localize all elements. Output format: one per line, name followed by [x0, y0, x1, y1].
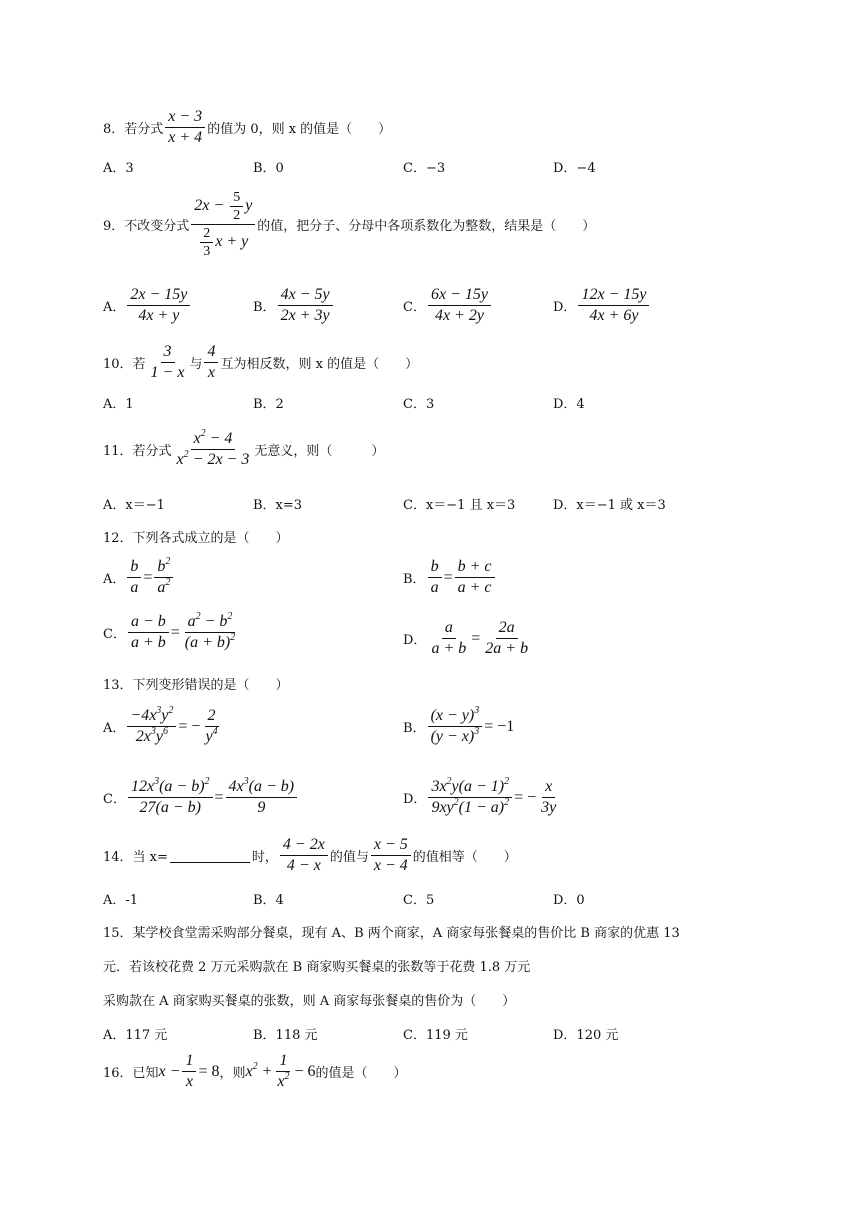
q10-fraction-2: $\frac{4}{x}$: [204, 343, 218, 382]
q9-option-c: C． $\frac{6x - 15y}{4x + 2y}$: [403, 286, 493, 325]
q10-stem: 10．若 $\frac{3}{1 - x}$ 与 $\frac{4}{x}$ 互为相反数，则 x 的值是（ ）: [103, 343, 419, 381]
q15-option-c: C．119 元: [403, 1028, 468, 1043]
q9-prefix: 9．不改变分式: [103, 219, 190, 234]
q8-option-d: D．−4: [553, 161, 596, 176]
q11-option-c: C．x＝−1 且 x＝3: [403, 498, 516, 513]
q12-stem: 12．下列各式成立的是（ ）: [103, 531, 289, 546]
q13-option-c: C． $\frac{12x^3(a - b)^2}{27(a - b)}$ = $\frac{4x^3(a - b)}{9}$: [103, 778, 299, 817]
q15-line-1: 15．某学校食堂需采购部分餐桌，现有 A、B 两个商家，A 商家每张餐桌的售价比 B 商家的优惠 13: [103, 926, 680, 941]
q10-fraction-1: $\frac{3}{1 - x}$: [150, 343, 185, 381]
q11-option-a: A．x＝−1: [103, 498, 165, 513]
q8-numerator: x − 3: [165, 108, 205, 128]
q13-option-a: A． $\frac{-4x^3y^2}{2x^3y^6}$ = − $\frac{2}{y^4}$: [103, 705, 218, 745]
q14-option-a: A．-1: [103, 893, 139, 908]
q9-fraction: 2x − $\frac{5}{2}$ y $\frac{2}{3}$ x + y: [191, 190, 255, 259]
q11-option-d: D．x＝−1 或 x＝3: [553, 498, 666, 513]
q9-option-d: D． $\frac{12x - 15y}{4x + 6y}$: [553, 286, 651, 325]
q12-option-a: A． $\frac{b}{a}$ = $\frac{b^2}{a^2}$: [103, 558, 175, 597]
q16-stem: 16．已知 x − $\frac{1}{x}$ = 8 ，则 $x^2$ + $\frac{1}{x^2}$ − 6 的值是（ ）: [103, 1052, 407, 1090]
q15-option-b: B．118 元: [253, 1028, 318, 1043]
q14-stem: 14．当 x= 时， $\frac{4 - 2x}{4 - x}$ 的值与 $\frac{x - 5}{x - 4}$ 的值相等（ ）: [103, 836, 517, 874]
q8-fraction: [165, 108, 205, 147]
q13-option-b: B． $\frac{(x - y)^3}{(y - x)^3}$ = −1: [403, 705, 515, 745]
q14-answer-blank: [170, 849, 250, 863]
q13-option-d: D． $\frac{3x^2y(a - 1)^2}{9xy^2(1 - a)^2}$ = − $\frac{x}{3y}$: [403, 776, 557, 816]
q13-stem: 13．下列变形错误的是（ ）: [103, 678, 289, 693]
q10-option-b: B．2: [253, 397, 284, 412]
q14-option-c: C．5: [403, 893, 435, 908]
q9-option-a: A． $\frac{2x - 15y}{4x + y}$: [103, 286, 192, 325]
q10-option-a: A．1: [103, 397, 134, 412]
q8-prefix: 8．若分式: [103, 122, 164, 137]
q12-option-b: B． $\frac{b}{a}$ = $\frac{b + c}{a + c}$: [403, 558, 497, 597]
q10-option-d: D．4: [553, 397, 585, 412]
q11-fraction: $\frac{x^2 - 4}{x^2 - 2x - 3}$: [176, 428, 250, 468]
q9-option-b: B． $\frac{4x - 5y}{2x + 3y}$: [253, 286, 335, 325]
q10-option-c: C．3: [403, 397, 435, 412]
q8-suffix: 的值为 0，则 x 的值是（ ）: [207, 122, 392, 137]
q8-option-a: A．3: [103, 161, 134, 176]
q11-stem: 11．若分式 $\frac{x^2 - 4}{x^2 - 2x - 3}$ 无意义，则（ ）: [103, 428, 385, 468]
q14-option-b: B．4: [253, 893, 284, 908]
q15-option-a: A．117 元: [103, 1028, 168, 1043]
q11-option-b: B．x=3: [253, 498, 303, 513]
q15-line-3: 采购款在 A 商家购买餐桌的张数，则 A 商家每张餐桌的售价为（ ）: [103, 994, 516, 1009]
q9-suffix: 的值，把分子、分母中各项系数化为整数，结果是（ ）: [257, 219, 596, 234]
q15-line-2: 元．若该校花费 2 万元采购款在 B 商家购买餐桌的张数等于花费 1.8 万元: [103, 960, 531, 975]
q12-option-c: C． $\frac{a - b}{a + b}$ = $\frac{a^2 - b^2}{(a + b)^2}$: [103, 611, 236, 651]
q9-stem: [103, 190, 595, 259]
q12-option-d: D． $\frac{a}{a + b}$ = $\frac{2a}{2a + b}$: [403, 619, 529, 657]
q15-option-d: D．120 元: [553, 1028, 619, 1043]
q8-option-c: C．−3: [403, 161, 446, 176]
q14-option-d: D．0: [553, 893, 585, 908]
q8-option-b: B．0: [253, 161, 284, 176]
q8-denominator: x + 4: [168, 129, 203, 146]
q8-stem: [103, 108, 391, 147]
